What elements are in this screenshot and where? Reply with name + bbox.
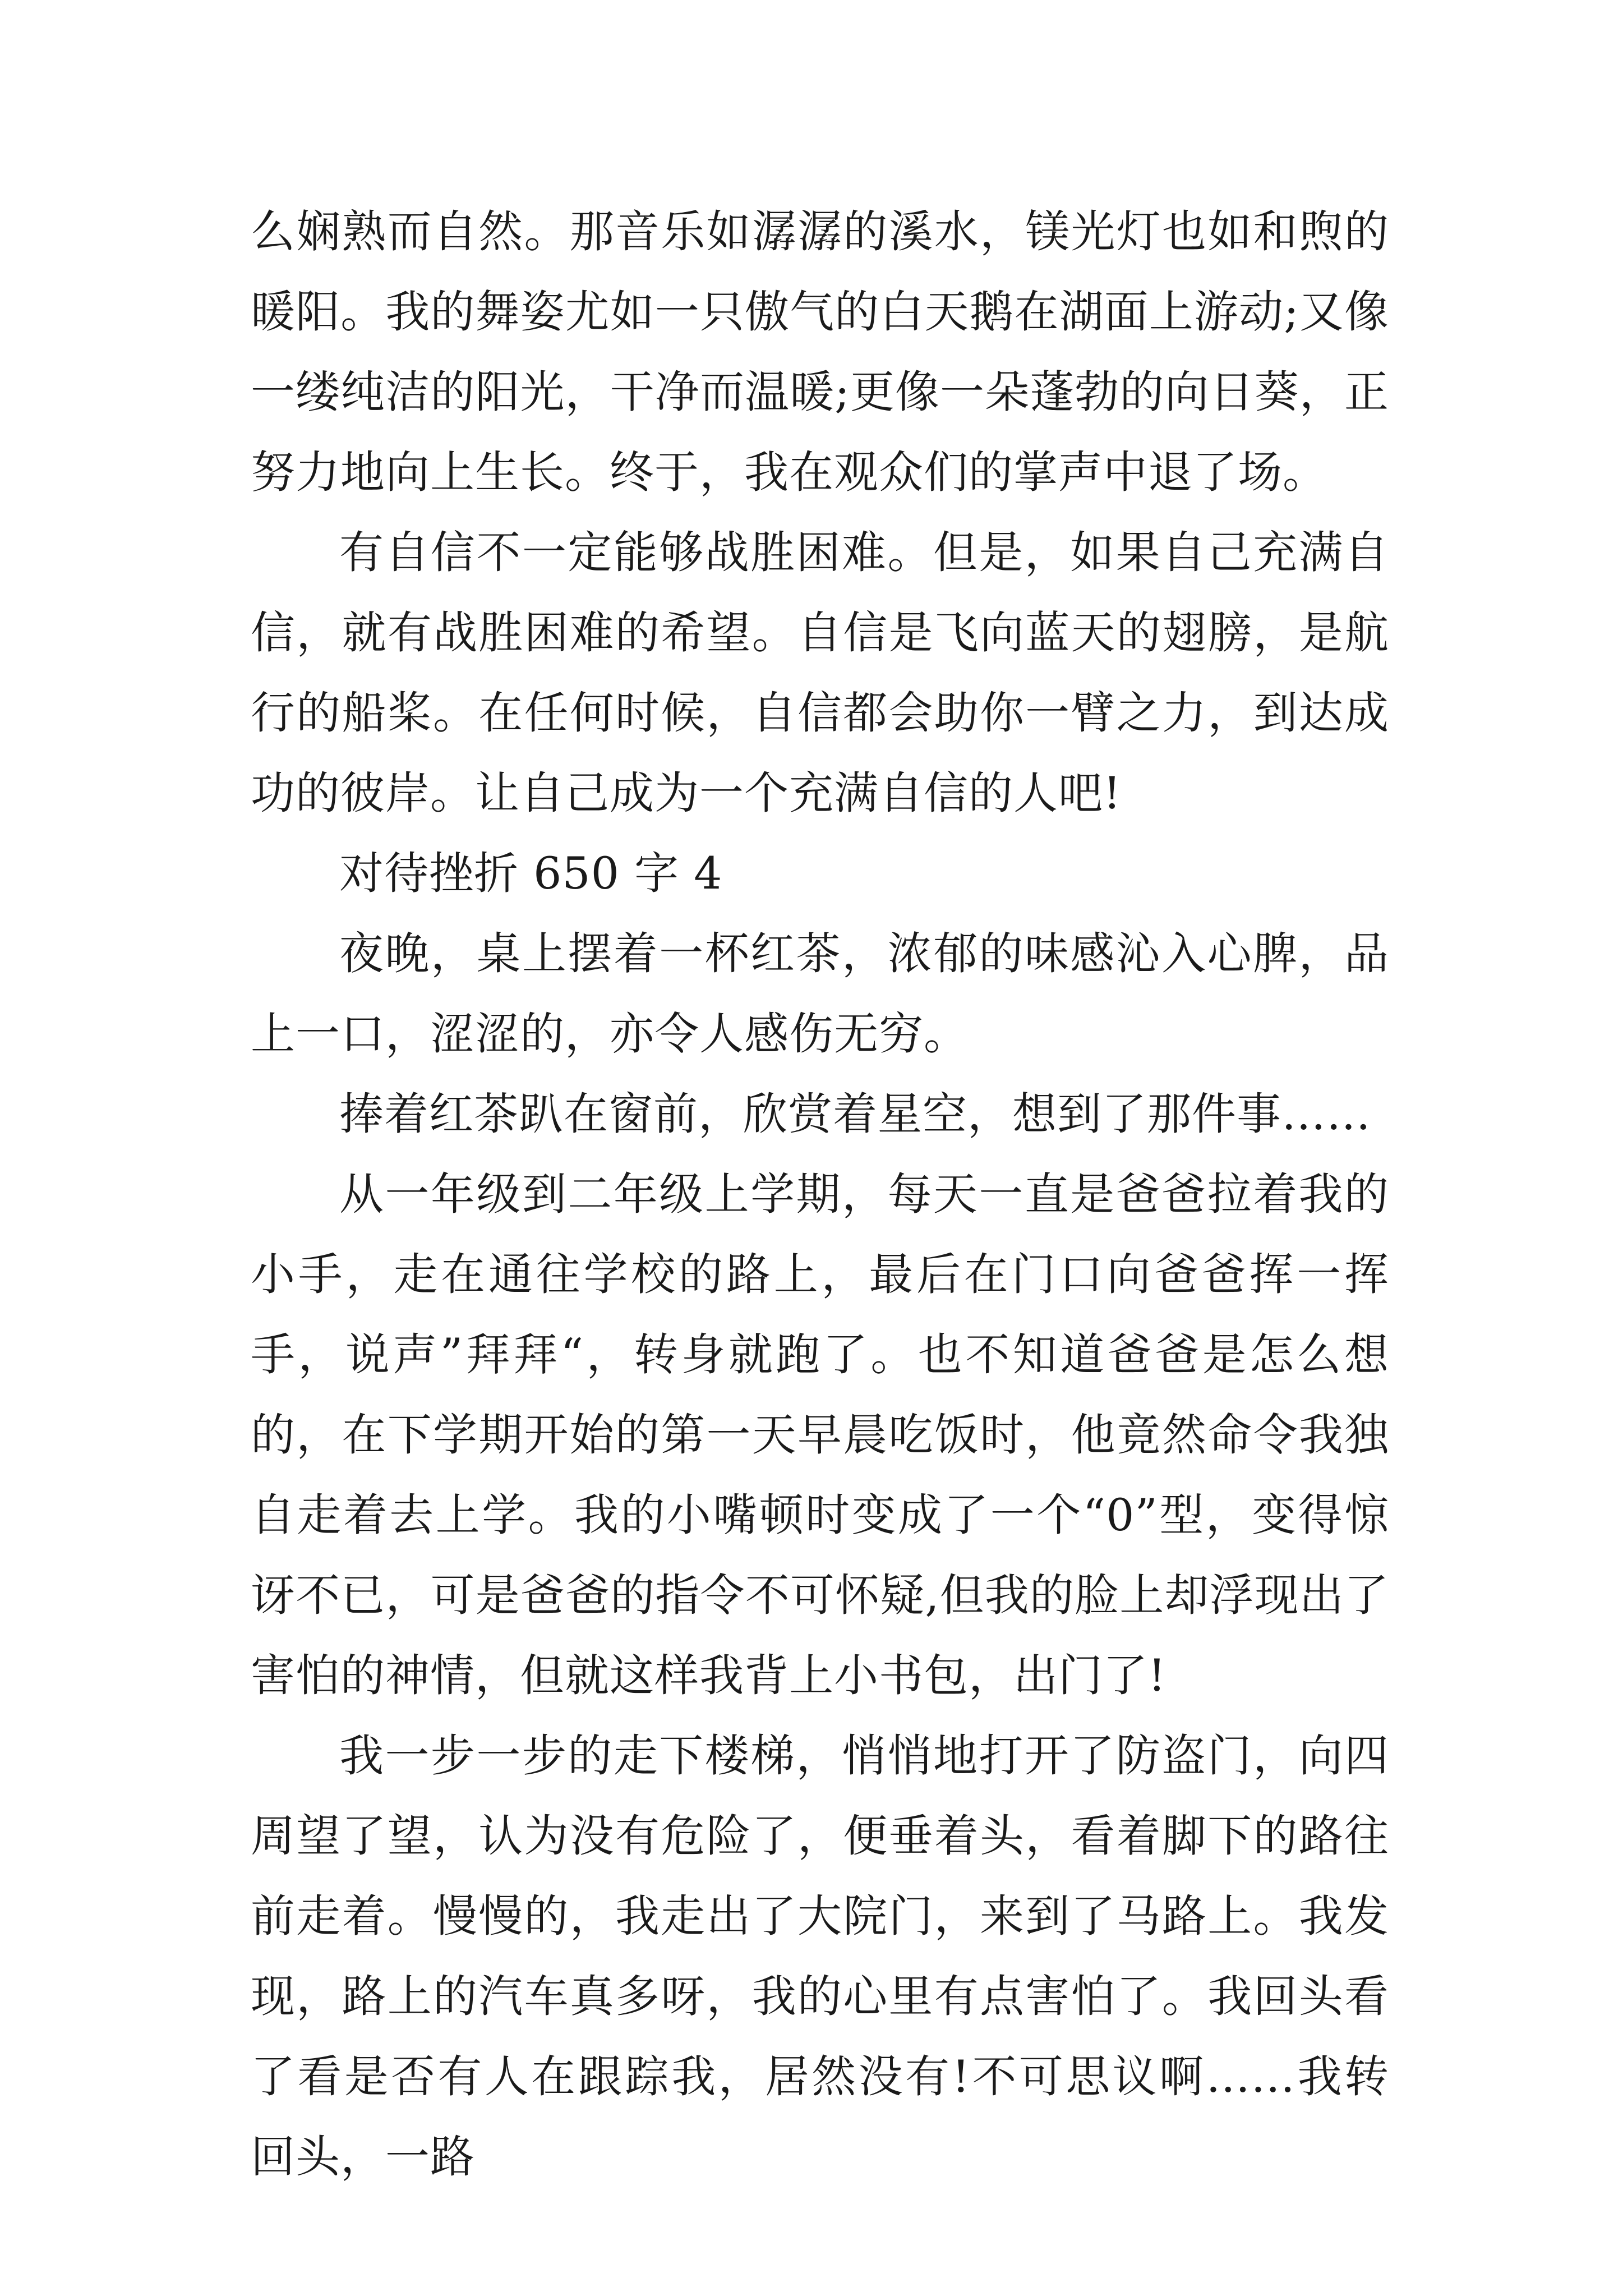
- section-heading: 对待挫折 650 字 4: [339, 848, 723, 899]
- paragraph-4: 捧着红茶趴在窗前，欣赏着星空，想到了那件事……: [339, 1088, 1371, 1140]
- paragraph-3: 夜晚，桌上摆着一杯红茶，浓郁的味感沁入心脾，品上一口，涩涩的，亦令人感伤无穷。: [251, 928, 1389, 1060]
- paragraph-6: 我一步一步的走下楼梯，悄悄地打开了防盗门，向四周望了望，认为没有危险了，便垂着头，看着脚下的路往前走着。慢慢的，我走出了大院门，来到了马路上。我发现，路上的汽车真多呀，我的心里有点害怕了。我回头看了看是否有人在跟踪我，居然没有!不可思议啊……我转回头，一路: [251, 1730, 1389, 2183]
- paragraph-2: 有自信不一定能够战胜困难。但是，如果自己充满自信，就有战胜困难的希望。自信是飞向蓝天的翅膀，是航行的船桨。在任何时候，自信都会助你一臂之力，到达成功的彼岸。让自己成为一个充满自信的人吧!: [251, 527, 1389, 819]
- paragraph-5: 从一年级到二年级上学期，每天一直是爸爸拉着我的小手，走在通往学校的路上，最后在门口向爸爸挥一挥手，说声”拜拜“，转身就跑了。也不知道爸爸是怎么想的，在下学期开始的第一天早晨吃饭时，他竟然命令我独自走着去上学。我的小嘴顿时变成了一个“0”型，变得惊讶不已，可是爸爸的指令不可怀疑,但我的脸上却浮现出了害怕的神情，但就这样我背上小书包，出门了!: [251, 1168, 1389, 1701]
- paragraph-1: 么娴熟而自然。那音乐如潺潺的溪水，镁光灯也如和煦的暖阳。我的舞姿尤如一只傲气的白天鹅在湖面上游动;又像一缕纯洁的阳光，干净而温暖;更像一朵蓬勃的向日葵，正努力地向上生长。终于，我在观众们的掌声中退了场。: [251, 206, 1389, 498]
- document-body: [251, 192, 1389, 2197]
